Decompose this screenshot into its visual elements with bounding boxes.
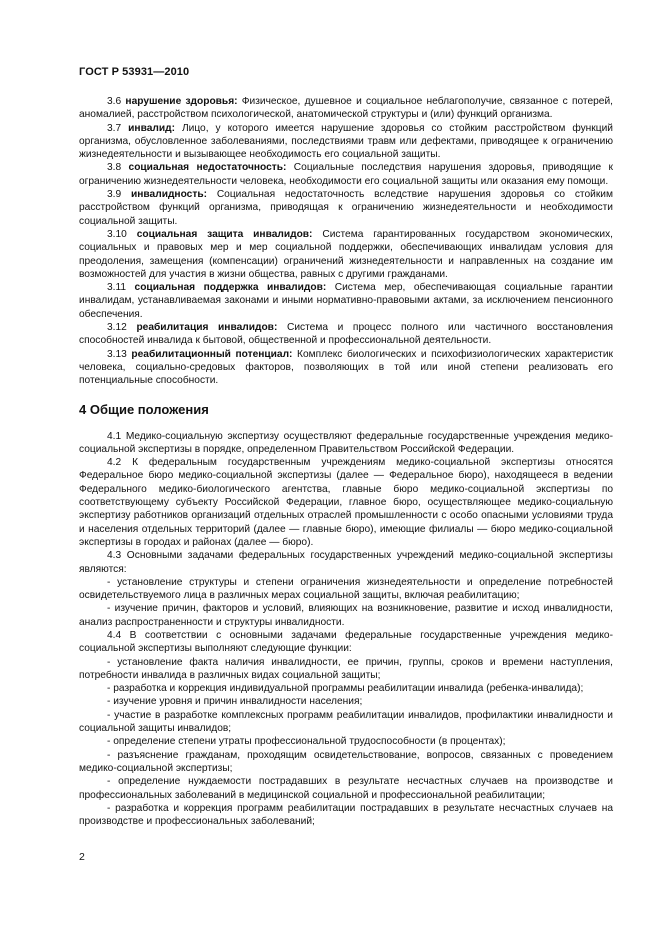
definition-term: нарушение здоровья:	[125, 96, 238, 107]
definition-text: Социальные последствия нарушения здоровья, приводящие к ограничению жизнедеятельности человека, необходимости его социальной защиты или оказания ему помощи.	[79, 162, 613, 187]
document-header: ГОСТ Р 53931—2010	[79, 66, 190, 78]
definition-term: социальная недостаточность:	[128, 162, 287, 174]
definition-item	[79, 348, 613, 388]
page-number: 2	[79, 851, 85, 863]
definition-number: 3.12	[107, 322, 127, 334]
definition-item	[79, 228, 613, 281]
definition-item	[79, 122, 613, 162]
definition-text: Комплекс биологических и психофизиологических характеристик человека, социально-средовых факторов, позволяющих в той или иной степени реализовать его потенциальные способности.	[79, 348, 613, 387]
paragraph: - определение степени утраты профессиональной трудоспособности (в процентах);	[107, 736, 506, 748]
definition-number: 3.7	[107, 122, 122, 134]
definitions-list	[79, 95, 613, 388]
definition-number: 3.11	[107, 282, 127, 294]
definition-number: 3.6	[107, 96, 122, 107]
paragraph: - определение нуждаемости пострадавших в результате несчастных случаев на производстве и профессиональных заболеваний в медицинской социальной и профессиональной реабилитации;	[79, 776, 613, 801]
definition-term: социальная защита инвалидов:	[136, 228, 313, 240]
definition-number: 3.8	[107, 162, 122, 174]
paragraph: - разработка и коррекция программ реабилитации пострадавших в результате несчастных случаев на производстве и профессиональных заболеваний;	[79, 802, 613, 828]
paragraph: - разработка и коррекция индивидуальной программы реабилитации инвалида (ребенка-инвалида);	[107, 683, 584, 695]
definition-item	[79, 95, 613, 122]
definition-text: Система гарантированных государством экономических, социальных и правовых мер и мер социальной поддержки, обеспечивающих инвалидам условия для преодоления, замещения (компенсации) ограничений жизнедеятельности и направленных на создание им возможностей для участия в жизни общества, равных с другими гражданами.	[79, 228, 613, 280]
definition-term: инвалид:	[128, 122, 175, 134]
definition-text: Система и процесс полного или частичного восстановления способностей инвалида к бытовой, общественной и профессиональной деятельности.	[79, 322, 613, 347]
definition-term: реабилитационный потенциал:	[131, 348, 293, 360]
definition-number: 3.9	[107, 189, 122, 201]
definition-text: Социальная недостаточность вследствие нарушения здоровья со стойким расстройством функций организма, приводящая к ограничению жизнедеятельности и необходимости социальной защиты.	[79, 189, 613, 227]
section-paragraphs	[79, 430, 613, 829]
definition-item	[79, 188, 613, 228]
definition-text: Физическое, душевное и социальное неблагополучие, связанное с потерей, аномалией, расстройством психологической, анатомической структуры и (или) функций организма.	[79, 96, 613, 121]
definition-term: реабилитация инвалидов:	[136, 322, 278, 334]
definition-term: инвалидность:	[131, 189, 207, 201]
paragraph: - изучение уровня и причин инвалидности населения;	[107, 696, 363, 708]
paragraph: 4.1 Медико-социальную экспертизу осуществляют федеральные государственные учреждения медико-социальной экспертизы в порядке, определенном Правительством Российской Федерации.	[79, 430, 613, 455]
definition-item	[79, 161, 613, 188]
paragraph: - установление факта наличия инвалидности, ее причин, группы, сроков и времени наступления, потребности инвалида в различных видах социальной защиты;	[79, 656, 613, 681]
section-title: 4 Общие положения	[79, 401, 209, 417]
paragraph: - изучение причин, факторов и условий, влияющих на возникновение, развитие и исход инвалидности, анализ распространенности и структуры инвалидности.	[79, 603, 613, 628]
definition-text: Система мер, обеспечивающая социальные гарантии инвалидам, устанавливаемая законами и иными нормативно-правовыми актами, за исключением пенсионного обеспечения.	[79, 282, 613, 320]
definition-number: 3.13	[107, 348, 127, 360]
paragraph: - участие в разработке комплексных программ реабилитации инвалидов, профилактики инвалидности и социальной защиты инвалидов;	[79, 709, 613, 735]
definition-item	[79, 281, 613, 321]
definition-term: социальная поддержка инвалидов:	[134, 282, 327, 294]
definition-text: Лицо, у которого имеется нарушение здоровья со стойким расстройством функций организма, обусловленное заболеваниями, последствиями травм или дефектами, приводящее к ограничению жизнедеятельности и вызывающее необходимость его социальной защиты.	[79, 122, 613, 161]
paragraph: - разъяснение гражданам, проходящим освидетельствование, вопросов, связанных с проведением медико-социальной экспертизы;	[79, 749, 613, 774]
paragraph: 4.4 В соответствии с основными задачами федеральные государственные учреждения медико-социальной экспертизы выполняют следующие функции:	[79, 629, 613, 655]
paragraph: 4.3 Основными задачами федеральных государственных учреждений медико-социальной экспертизы являются:	[79, 550, 613, 575]
definition-item	[79, 321, 613, 348]
document-body	[79, 95, 613, 828]
paragraph: 4.2 К федеральным государственным учреждениям медико-социальной экспертизы относятся Федеральное бюро медико-социальной экспертизы (далее — Федеральное бюро), находящееся в ведении Федерального медико-биологического агентства, главные бюро медико-социальной экспертизы по соответствующему субъекту Российской Федерации, главное бюро, осуществляющее медико-социальную экспертизу работников организаций отдельных отраслей промышленности с особо опасными условиями труда и населения отдельных территорий (далее — главные бюро), имеющие филиалы — бюро медико-социальной экспертизы в городах и районах (далее — бюро).	[79, 457, 613, 548]
definition-number: 3.10	[107, 228, 127, 240]
paragraph: - установление структуры и степени ограничения жизнедеятельности и определение потребностей освидетельствуемого лица в различных мерах социальной защиты, включая реабилитацию;	[79, 576, 613, 602]
